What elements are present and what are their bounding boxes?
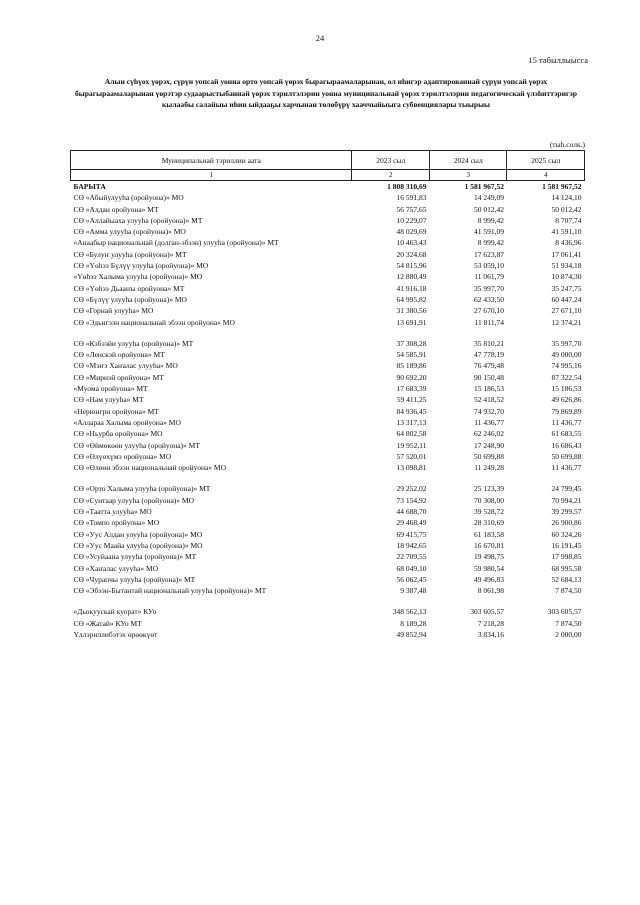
value-2024: 8 061,98 <box>477 586 504 596</box>
municipality-name: СӨ «Үөһээ Дьааҥы оройуона» МТ <box>73 283 185 293</box>
value-2024: 52 418,52 <box>473 395 504 405</box>
value-2024: 62 433,50 <box>473 294 504 304</box>
column-number: 2 <box>352 170 430 181</box>
municipality-name: «Үөһээ Халыма улууһа (оройуона)» МО <box>73 272 203 282</box>
value-2024: 3 834,16 <box>477 629 504 639</box>
value-2025: 27 671,10 <box>551 306 582 316</box>
value-2024: 62 246,02 <box>473 429 504 439</box>
group-spacer <box>71 328 585 338</box>
value-2024: 47 778,19 <box>473 350 504 360</box>
value-2025: 87 322,54 <box>551 372 582 382</box>
spacer-cell <box>71 328 585 338</box>
municipality-name: СӨ «Үөһээ Бүлүү улууһа (оройуона)» МО <box>73 261 209 271</box>
total-label: БАРЫТА <box>71 181 352 193</box>
column-number: 3 <box>429 170 507 181</box>
spacer-cell <box>71 596 585 606</box>
value-2025: 17 061,41 <box>551 249 582 259</box>
value-2024: 74 932,70 <box>473 406 504 416</box>
value-2023: 19 952,11 <box>396 440 427 450</box>
column-number: 1 <box>71 170 352 181</box>
table-row <box>71 237 585 248</box>
table-row <box>71 305 585 316</box>
value-2025: 79 869,89 <box>551 406 582 416</box>
value-2025: 17 998,85 <box>551 552 582 562</box>
total-2024: 1 581 967,52 <box>429 181 507 193</box>
total-2025: 1 581 967,52 <box>507 181 585 193</box>
table-row <box>71 394 585 405</box>
value-2024: 8 999,42 <box>477 238 504 248</box>
municipality-name: Үллэриллибэтэх өрөөкүөт <box>73 629 158 639</box>
municipality-name: «Муома оройуона» МТ <box>73 384 148 394</box>
table-row <box>71 529 585 540</box>
municipality-name: СӨ «Өлүөхүмэ оройуона» МО <box>73 451 172 461</box>
table-row <box>71 372 585 383</box>
value-2024: 90 150,48 <box>473 372 504 382</box>
value-2023: 13 098,81 <box>396 463 427 473</box>
value-2023: 84 936,45 <box>396 406 427 416</box>
value-2023: 10 229,07 <box>396 215 427 225</box>
value-2024: 14 249,09 <box>473 193 504 203</box>
value-2025: 50 699,88 <box>551 451 582 461</box>
value-2023: 18 942,65 <box>396 540 427 550</box>
value-2025: 49 626,86 <box>551 395 582 405</box>
value-2025: 7 874,50 <box>555 586 582 596</box>
value-2023: 54 815,96 <box>396 261 427 271</box>
municipality-name: СӨ «Нам улууһа» МТ <box>73 395 144 405</box>
value-2025: 16 191,45 <box>551 540 582 550</box>
table-row <box>71 283 585 294</box>
value-2025: 35 997,70 <box>551 338 582 348</box>
municipality-name: СӨ «Амма улууһа (оройуона)» МО <box>73 227 186 237</box>
total-2023: 1 808 310,69 <box>352 181 430 193</box>
table-row <box>71 618 585 629</box>
value-2023: 31 380,56 <box>396 306 427 316</box>
value-2023: 56 757,65 <box>396 204 427 214</box>
municipality-name: СӨ «Кэбээйи улууһа (оройуона)» МТ <box>73 338 194 348</box>
municipality-name: СӨ «Мэҥэ Хаҥалас улууһа» МО <box>73 361 178 371</box>
value-2024: 15 186,53 <box>473 384 504 394</box>
value-2023: 54 585,91 <box>396 350 427 360</box>
value-2024: 41 591,09 <box>473 227 504 237</box>
document-title: Алын сүһүох үөрэх, сүрүн уопсай уонна орто уопсай үөрэх бырагыраамаларынан, ол иһигэр адаптированнай сүрүн уопсай үөрэх бырагыраамаларынан үөрэтэр судаарыстыбаннай үөрэх тэрилтэлэрин уонна муниципальнай үөрэх тэрилтэлэрин педагогическай үлэһиттэригэр кылаабы салайыы иһин ыйдааҕы харчынан төлөбүрү хааччыйыыга субвенциялары тыырыы <box>74 77 577 109</box>
value-2024: 35 810,21 <box>473 338 504 348</box>
value-2023: 48 029,69 <box>396 227 427 237</box>
value-2025: 7 874,50 <box>555 618 582 628</box>
value-2024: 59 980,54 <box>473 563 504 573</box>
table-row <box>71 204 585 215</box>
table-row <box>71 192 585 203</box>
value-2024: 53 059,10 <box>473 261 504 271</box>
value-2025: 2 000,00 <box>555 629 582 639</box>
municipality-name: СӨ «Өлөөн эбээн национальнай оройуона» МО <box>73 463 227 473</box>
value-2025: 52 684,13 <box>551 574 582 584</box>
table-row <box>71 249 585 260</box>
header-2025: 2025 сыл <box>507 151 585 170</box>
value-2025: 50 012,42 <box>551 204 582 214</box>
value-2025: 303 605,57 <box>547 607 582 617</box>
value-2025: 24 799,45 <box>551 484 582 494</box>
column-number: 4 <box>507 170 585 181</box>
value-2023: 49 852,94 <box>396 629 427 639</box>
group-spacer <box>71 473 585 483</box>
table-row <box>71 294 585 305</box>
value-2025: 10 874,30 <box>551 272 582 282</box>
municipality-name: СӨ «Эбээн-Бытантай национальнай улууһа (оройуона)» МТ <box>73 586 267 596</box>
table-row <box>71 462 585 473</box>
value-2025: 41 591,10 <box>551 227 582 237</box>
municipality-name: СӨ «Булуҥ улууһа (оройуона)» МТ <box>73 249 187 259</box>
value-2025: 8 436,96 <box>555 238 582 248</box>
table-row <box>71 338 585 349</box>
value-2024: 7 218,28 <box>477 618 504 628</box>
table-row <box>71 317 585 328</box>
value-2025: 12 374,21 <box>551 317 582 327</box>
municipality-name: СӨ «Усуйаана улууһа (оройуона)» МТ <box>73 552 197 562</box>
municipality-name: СӨ «Эдьигээн национальнай эбээн оройуона» МО <box>73 317 235 327</box>
value-2023: 59 411,25 <box>396 395 427 405</box>
value-2023: 44 688,70 <box>396 507 427 517</box>
value-2025: 70 994,21 <box>551 495 582 505</box>
municipality-name: СӨ «Хаҥалас улууһа» МО <box>73 563 159 573</box>
group-spacer <box>71 596 585 606</box>
value-2024: 11 249,28 <box>474 463 504 473</box>
value-2024: 25 123,39 <box>473 484 504 494</box>
value-2023: 57 520,01 <box>396 451 427 461</box>
value-2023: 64 802,58 <box>396 429 427 439</box>
value-2023: 13 317,13 <box>396 417 427 427</box>
table-row <box>71 483 585 494</box>
value-2023: 68 049,10 <box>396 563 427 573</box>
value-2024: 35 997,70 <box>473 283 504 293</box>
units-label: (тыһ.солк.) <box>549 140 585 149</box>
header-municipality: Муниципальнай тэриллии аата <box>71 151 352 170</box>
value-2025: 61 683,55 <box>551 429 582 439</box>
table-row <box>71 360 585 371</box>
municipality-name: «Нерюнгри оройуона» МТ <box>73 406 159 416</box>
table-row <box>71 540 585 551</box>
table-row <box>71 506 585 517</box>
header-row <box>71 151 585 170</box>
value-2023: 12 880,49 <box>396 272 427 282</box>
municipality-name: СӨ «Өймөкөөн улууһа (оройуона)» МТ <box>73 440 200 450</box>
value-2024: 27 670,10 <box>473 306 504 316</box>
table-row <box>71 260 585 271</box>
value-2024: 11 061,79 <box>474 272 504 282</box>
municipality-name: СӨ «Уус Маайа улууһа (оройуона)» МО <box>73 540 203 550</box>
value-2023: 29 468,49 <box>396 518 427 528</box>
value-2025: 68 995,58 <box>551 563 582 573</box>
municipality-name: СӨ «Ньурба оройуона» МО <box>73 429 163 439</box>
value-2023: 69 415,75 <box>396 529 427 539</box>
header-2023: 2023 сыл <box>352 151 430 170</box>
value-2023: 73 154,92 <box>396 495 427 505</box>
table-row <box>71 417 585 428</box>
table-row <box>71 517 585 528</box>
value-2024: 49 496,83 <box>473 574 504 584</box>
municipality-name: СӨ «Мирнэй оройуона» МТ <box>73 372 164 382</box>
municipality-name: СӨ «Таатта улууһа» МО <box>73 507 152 517</box>
table-row <box>71 451 585 462</box>
value-2025: 49 000,00 <box>551 350 582 360</box>
table-row <box>71 428 585 439</box>
value-2025: 60 447,24 <box>551 294 582 304</box>
value-2023: 16 591,83 <box>396 193 427 203</box>
table-row <box>71 563 585 574</box>
table-row <box>71 574 585 585</box>
value-2024: 17 248,90 <box>473 440 504 450</box>
value-2023: 13 691,91 <box>396 317 427 327</box>
municipality-name: СӨ «Сунтаар улууһа (оройуона)» МО <box>73 495 195 505</box>
table-row <box>71 551 585 562</box>
table-row <box>71 440 585 451</box>
value-2023: 22 709,55 <box>396 552 427 562</box>
table-row <box>71 606 585 617</box>
value-2023: 85 189,86 <box>396 361 427 371</box>
municipality-name: СӨ «Горнай улууһа» МО <box>73 306 154 316</box>
table-row <box>71 585 585 596</box>
value-2023: 56 062,45 <box>396 574 427 584</box>
appendix-label: 15 табыллыысса <box>528 55 588 65</box>
value-2024: 76 479,48 <box>473 361 504 371</box>
header-2024: 2024 сыл <box>429 151 507 170</box>
table-row <box>71 215 585 226</box>
municipality-name: «Анаабыр национальнай (долган-эбээн) улууһа (оройуона)» МТ <box>73 238 279 248</box>
value-2024: 11 811,74 <box>474 317 504 327</box>
table-row <box>71 629 585 640</box>
value-2024: 70 308,00 <box>473 495 504 505</box>
value-2025: 11 436,77 <box>551 463 582 473</box>
value-2024: 61 183,58 <box>473 529 504 539</box>
value-2023: 10 463,43 <box>396 238 427 248</box>
value-2023: 348 562,13 <box>392 607 427 617</box>
value-2024: 50 012,42 <box>473 204 504 214</box>
value-2023: 64 995,82 <box>396 294 427 304</box>
value-2025: 11 436,77 <box>551 417 582 427</box>
table-row <box>71 383 585 394</box>
value-2025: 15 186,53 <box>551 384 582 394</box>
subvention-table <box>70 150 585 640</box>
total-row <box>71 181 585 193</box>
value-2025: 35 247,75 <box>551 283 582 293</box>
municipality-name: СӨ «Чурапчы улууһа (оройуона)» МТ <box>73 574 196 584</box>
value-2025: 8 707,74 <box>555 215 582 225</box>
value-2025: 16 686,43 <box>551 440 582 450</box>
value-2025: 39 299,57 <box>551 507 582 517</box>
value-2024: 39 528,72 <box>473 507 504 517</box>
value-2024: 50 699,88 <box>473 451 504 461</box>
column-number-row <box>71 170 585 181</box>
value-2023: 17 683,39 <box>396 384 427 394</box>
value-2025: 74 995,16 <box>551 361 582 371</box>
value-2025: 26 900,86 <box>551 518 582 528</box>
value-2023: 9 387,48 <box>400 586 427 596</box>
municipality-name: СӨ «Жатай» КУо МТ <box>73 618 142 628</box>
value-2023: 41 916,18 <box>396 283 427 293</box>
municipality-name: СӨ «Алдан оройуона» МТ <box>73 204 159 214</box>
municipality-name: СӨ «Орто Халыма улууһа (оройуона)» МТ <box>73 484 211 494</box>
municipality-name: «Дьокуускай куорат» КУо <box>73 607 157 617</box>
page-number: 24 <box>315 33 325 43</box>
value-2023: 37 308,28 <box>396 338 427 348</box>
municipality-name: СӨ «Ленскэй оройуона» МТ <box>73 350 165 360</box>
municipality-name: СӨ «Уус Алдан улууһа (оройуона)» МО <box>73 529 203 539</box>
value-2024: 19 498,75 <box>473 552 504 562</box>
spacer-cell <box>71 473 585 483</box>
table-row <box>71 495 585 506</box>
value-2025: 60 324,26 <box>551 529 582 539</box>
value-2025: 51 934,18 <box>551 261 582 271</box>
municipality-name: СӨ «Абыйулууһа (оройуона)» МО <box>73 193 184 203</box>
value-2024: 8 999,42 <box>477 215 504 225</box>
table-row <box>71 226 585 237</box>
value-2024: 17 623,87 <box>473 249 504 259</box>
value-2024: 303 605,57 <box>470 607 504 617</box>
value-2023: 20 324,68 <box>396 249 427 259</box>
table-row <box>71 349 585 360</box>
value-2024: 16 670,81 <box>473 540 504 550</box>
municipality-name: «Аллараа Халыма оройуона» МО <box>73 417 181 427</box>
value-2025: 14 124,10 <box>551 193 582 203</box>
municipality-name: СӨ «Томпо оройуона» МО <box>73 518 160 528</box>
table-row <box>71 406 585 417</box>
municipality-name: СӨ «Аллайыаха улууһа (оройуона)» МТ <box>73 215 203 225</box>
value-2024: 11 436,77 <box>474 417 504 427</box>
value-2023: 29 252,02 <box>396 484 427 494</box>
value-2024: 28 310,69 <box>473 518 504 528</box>
value-2023: 90 692,20 <box>396 372 427 382</box>
value-2023: 8 189,28 <box>400 618 427 628</box>
municipality-name: СӨ «Бүлүү улууһа (оройуона)» МО <box>73 294 187 304</box>
table-row <box>71 271 585 282</box>
